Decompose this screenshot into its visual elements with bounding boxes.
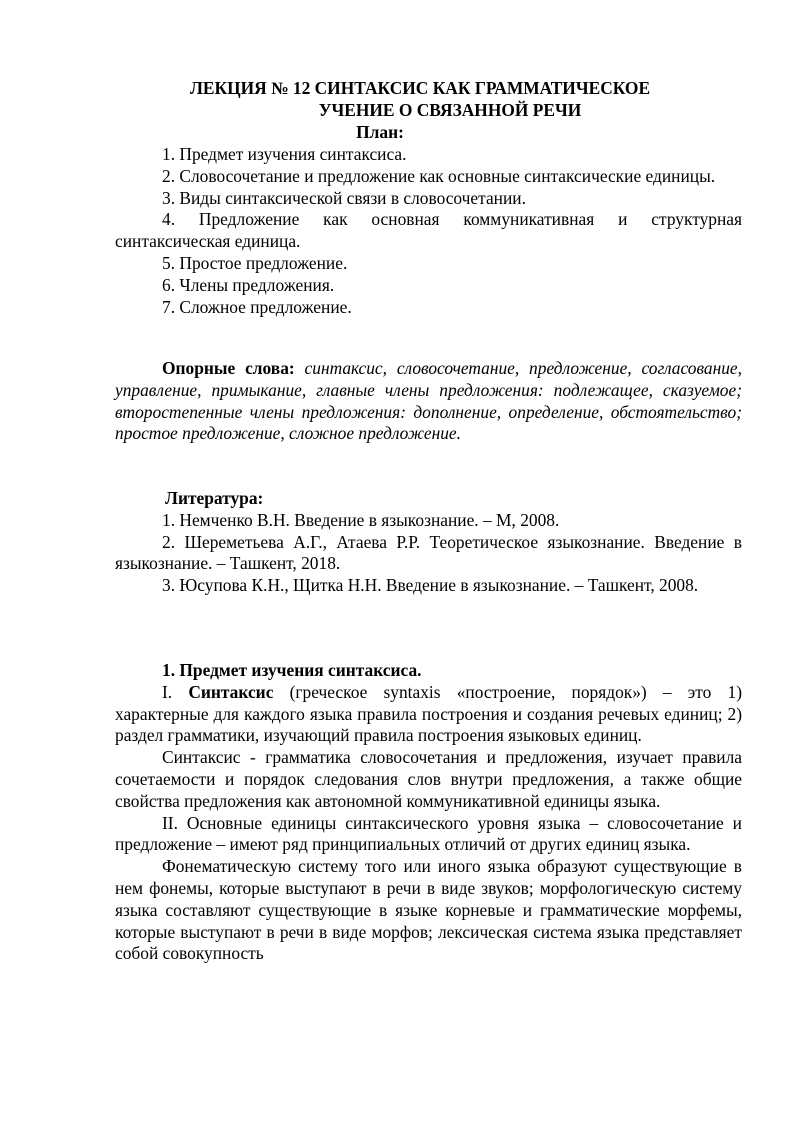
plan-item: 1. Предмет изучения синтаксиса.	[162, 144, 407, 164]
section-1	[115, 660, 742, 965]
keywords-text: синтаксис, словосочетание, предложение, согласование, управление, примыкание, главные члены предложения: подлежащее, сказуемое; второстепенные члены предложения: дополнение, определение, обстоятельство; простое предложение, сложное предложение.	[115, 358, 742, 444]
plan-list	[115, 144, 742, 318]
literature-heading: Литература:	[165, 488, 264, 508]
roman-numeral: I.	[162, 681, 189, 702]
paragraph-text: (греческое syntaxis «построение, порядок») – это 1) характерные для каждого языка правила построения и создания речевых единиц; 2) раздел грамматики, изучающий правила построения языковых единиц.	[115, 681, 742, 746]
section-paragraph: II. Основные единицы синтаксического уровня языка – словосочетание и предложение – имеют ряд принципиальных отличий от других единиц языка.	[115, 812, 742, 855]
plan-item: 4. Предложение как основная коммуникативная и структурная синтаксическая единица.	[115, 209, 742, 252]
keywords-label: Опорные слова:	[162, 358, 295, 378]
literature-item: 1. Немченко В.Н. Введение в языкознание. – М, 2008.	[162, 509, 560, 530]
plan-heading: План:	[356, 122, 404, 142]
term-syntax: Синтаксис	[188, 681, 274, 702]
section-heading: 1. Предмет изучения синтаксиса.	[162, 660, 422, 680]
literature-section	[115, 488, 742, 597]
keywords-paragraph	[115, 358, 742, 445]
plan-item: 2. Словосочетание и предложение как основные синтаксические единицы.	[162, 165, 716, 186]
plan-item: 6. Члены предложения.	[162, 274, 335, 295]
section-paragraph: Синтаксис - грамматика словосочетания и предложения, изучает правила сочетаемости и порядок следования слов внутри предложения, а также общие свойства предложения как автономной коммуникативной единицы языка.	[115, 747, 742, 811]
section-paragraph: Фонематическую систему того или иного языка образуют существующие в нем фонемы, которые выступают в речи в виде звуков; морфологическую систему языка составляют существующие в языке корневые и грамматические морфемы, которые выступают в речи в виде морфов; лексическая система языка представляет собой совокупность	[115, 856, 742, 964]
lecture-title-line-1: ЛЕКЦИЯ № 12 СИНТАКСИС КАК ГРАММАТИЧЕСКОЕ	[189, 78, 651, 98]
literature-item: 3. Юсупова К.Н., Щитка Н.Н. Введение в языкознание. – Ташкент, 2008.	[162, 575, 699, 596]
lecture-title-line-2: УЧЕНИЕ О СВЯЗАННОЙ РЕЧИ	[318, 100, 582, 120]
plan-item: 3. Виды синтаксической связи в словосочетании.	[162, 187, 526, 208]
literature-item: 2. Шереметьева А.Г., Атаева Р.Р. Теоретическое языкознание. Введение в языкознание. – Ташкент, 2018.	[115, 531, 742, 574]
plan-item: 5. Простое предложение.	[162, 252, 348, 273]
section-paragraph	[115, 682, 742, 747]
plan-item: 7. Сложное предложение.	[162, 296, 352, 317]
